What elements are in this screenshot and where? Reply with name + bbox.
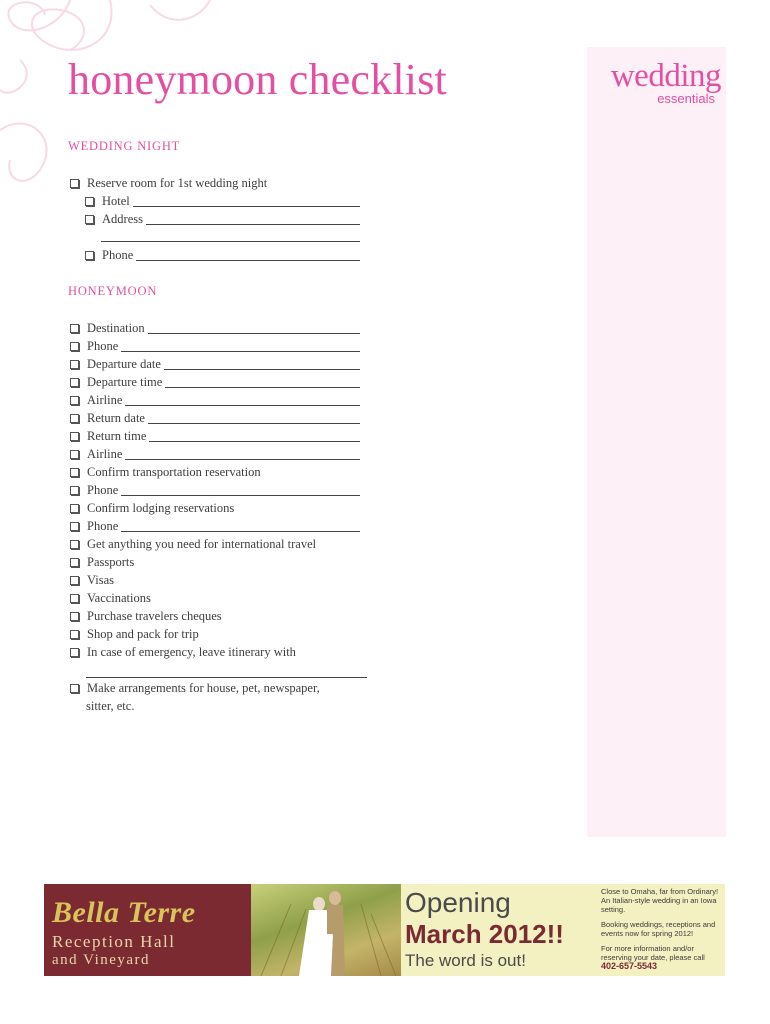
checklist-item[interactable]: Passports <box>70 554 134 570</box>
checklist-item[interactable]: Departure date <box>70 356 360 372</box>
fill-in-line[interactable] <box>148 332 360 334</box>
checkbox-icon[interactable] <box>70 576 79 585</box>
checkbox-icon[interactable] <box>70 522 79 531</box>
checkbox-icon[interactable] <box>70 504 79 513</box>
checklist-item-continuation: sitter, etc. <box>86 699 135 713</box>
fill-in-line[interactable] <box>101 241 360 242</box>
ad-blurb-3: For more information and/or reserving your date, please call <box>601 944 705 962</box>
section-heading-honeymoon: HONEYMOON <box>68 284 158 298</box>
fill-in-line[interactable] <box>164 368 360 370</box>
ad-phone-number[interactable]: 402-657-5543 <box>601 961 658 971</box>
checkbox-icon[interactable] <box>70 450 79 459</box>
checklist-item[interactable]: Purchase travelers cheques <box>70 608 222 624</box>
fill-in-line[interactable] <box>86 677 367 678</box>
checklist-item[interactable]: Confirm lodging reservations <box>70 500 234 516</box>
checkbox-icon[interactable] <box>70 594 79 603</box>
couple-illustration <box>251 884 401 976</box>
checklist-item[interactable]: Address <box>85 211 360 227</box>
checkbox-icon[interactable] <box>70 630 79 639</box>
checklist-item[interactable]: Get anything you need for international travel <box>70 536 316 552</box>
ad-logo-subtitle2: and Vineyard <box>52 952 151 968</box>
fill-in-line[interactable] <box>146 223 360 225</box>
fill-in-line[interactable] <box>165 386 360 388</box>
ad-info-panel <box>597 884 725 976</box>
fill-in-line[interactable] <box>125 404 360 406</box>
checklist-item[interactable]: Airline <box>70 446 360 462</box>
checklist-item[interactable]: Phone <box>85 247 360 263</box>
checkbox-icon[interactable] <box>70 684 79 693</box>
fill-in-line[interactable] <box>121 494 360 496</box>
ad-contact <box>601 944 723 971</box>
checkbox-icon[interactable] <box>85 251 94 260</box>
fill-in-line[interactable] <box>121 530 360 532</box>
ad-logo-subtitle: Reception Hall <box>52 932 176 951</box>
ad-blurb-2: Booking weddings, receptions and events now for spring 2012! <box>601 920 716 938</box>
fill-in-line[interactable] <box>149 440 360 442</box>
fill-in-line[interactable] <box>121 350 360 352</box>
checkbox-icon[interactable] <box>70 378 79 387</box>
ad-blurb-1: Close to Omaha, far from Ordinary! An Italian-style wedding in an Iowa setting. <box>601 887 719 914</box>
fill-in-line[interactable] <box>136 259 360 261</box>
checkbox-icon[interactable] <box>70 414 79 423</box>
ad-headline-opening: Opening <box>405 887 511 918</box>
checklist-item[interactable]: Shop and pack for trip <box>70 626 199 642</box>
ad-couple-photo <box>251 884 401 976</box>
advertisement-banner[interactable] <box>44 884 725 976</box>
ad-headline-date: March 2012!! <box>405 919 564 949</box>
checkbox-icon[interactable] <box>85 197 94 206</box>
checkbox-icon[interactable] <box>70 468 79 477</box>
checklist-item[interactable]: Return date <box>70 410 360 426</box>
checklist-item[interactable]: Airline <box>70 392 360 408</box>
fill-in-line[interactable] <box>148 422 360 424</box>
checkbox-icon[interactable] <box>70 432 79 441</box>
checkbox-icon[interactable] <box>70 612 79 621</box>
checkbox-icon[interactable] <box>70 342 79 351</box>
fill-in-line[interactable] <box>133 205 360 207</box>
checklist-item[interactable]: Hotel <box>85 193 360 209</box>
checkbox-icon[interactable] <box>70 486 79 495</box>
wedding-essentials-logo <box>591 60 721 105</box>
checklist-item[interactable]: In case of emergency, leave itinerary with <box>70 644 296 660</box>
checkbox-icon[interactable] <box>70 396 79 405</box>
checkbox-icon[interactable] <box>70 648 79 657</box>
checklist-item[interactable]: Make arrangements for house, pet, newspaper, <box>70 680 320 696</box>
brand-line1: wedding <box>610 58 721 94</box>
checklist-item[interactable]: Phone <box>70 338 360 354</box>
checklist-item[interactable]: Departure time <box>70 374 360 390</box>
pink-sidebar-panel <box>587 47 726 837</box>
checklist-item[interactable]: Destination <box>70 320 360 336</box>
checkbox-icon[interactable] <box>70 360 79 369</box>
checkbox-icon[interactable] <box>70 179 79 188</box>
checkbox-icon[interactable] <box>70 558 79 567</box>
checklist-item[interactable]: Confirm transportation reservation <box>70 464 261 480</box>
ad-logo-name: Bella Terre <box>52 896 196 929</box>
checkbox-icon[interactable] <box>70 540 79 549</box>
ad-logo-panel <box>44 884 251 976</box>
page-title: honeymoon checklist <box>68 55 447 104</box>
brand-line2: essentials <box>657 91 715 106</box>
checklist-item[interactable]: Reserve room for 1st wedding night <box>70 175 267 191</box>
checklist-item[interactable]: Return time <box>70 428 360 444</box>
ad-headline-panel <box>401 884 597 976</box>
checkbox-icon[interactable] <box>70 324 79 333</box>
checklist-item[interactable]: Vaccinations <box>70 590 151 606</box>
checklist-item[interactable]: Phone <box>70 482 360 498</box>
checklist-item[interactable]: Phone <box>70 518 360 534</box>
checklist-item[interactable]: Visas <box>70 572 114 588</box>
section-heading-wedding-night: WEDDING NIGHT <box>68 139 181 153</box>
ad-headline-tagline: The word is out! <box>405 951 526 970</box>
fill-in-line[interactable] <box>125 458 360 460</box>
checkbox-icon[interactable] <box>85 215 94 224</box>
